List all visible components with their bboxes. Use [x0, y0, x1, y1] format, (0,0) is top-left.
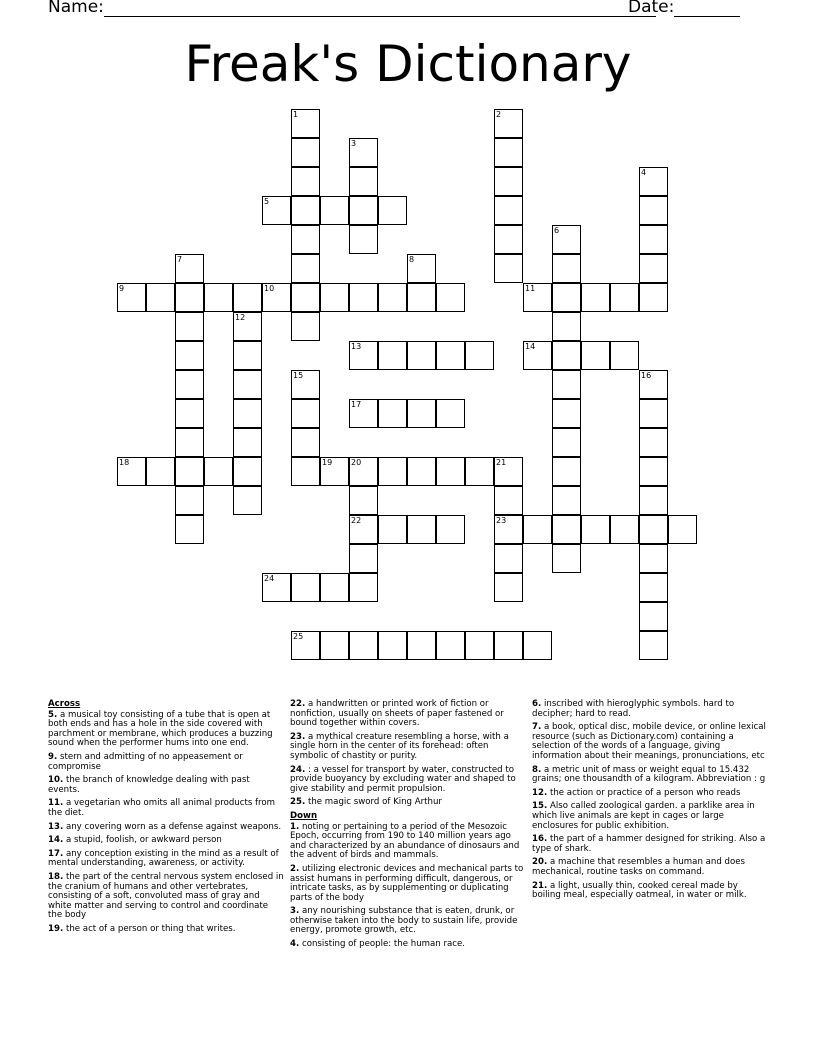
clue-number-label: 15.	[532, 801, 548, 812]
grid-cell[interactable]	[436, 399, 465, 428]
grid-cell[interactable]	[436, 341, 465, 370]
clue-number-label: 17.	[48, 848, 64, 859]
clue-text: inscribed with hieroglyphic symbols. hard to decipher; hard to read.	[532, 699, 735, 719]
clue-number: 22	[351, 516, 362, 525]
clue-text: the part of a hammer designed for striking. Also a type of shark.	[532, 834, 766, 854]
grid-cell[interactable]	[494, 631, 523, 660]
grid-cell[interactable]	[146, 283, 175, 312]
grid-cell[interactable]	[552, 544, 581, 573]
grid-cell[interactable]	[552, 486, 581, 515]
clue-text: a musical toy consisting of a tube that is open at both ends and has a hole in the side covered with parchment or membrane, which produces a buzzing sound when the performer hums into one end.	[48, 709, 273, 749]
clue-text: any conception existing in the mind as a result of mental understanding, awareness, or activity.	[48, 848, 279, 869]
clue-text: a mythical creature resembling a horse, with a single horn in the center of its forehead: often symbolic of chastity or purity.	[290, 731, 509, 761]
grid-cell[interactable]	[291, 631, 320, 660]
clue-number-label: 21.	[532, 880, 548, 891]
grid-cell[interactable]	[639, 196, 668, 225]
grid-cell[interactable]	[175, 486, 204, 515]
clue-text: a machine that resembles a human and does mechanical, routine tasks on command.	[532, 857, 745, 877]
clue-number-label: 13.	[48, 821, 64, 832]
grid-cell[interactable]	[436, 457, 465, 486]
clue-number-label: 22.	[290, 699, 306, 709]
grid-cell[interactable]	[175, 515, 204, 544]
clue-number-label: 6.	[532, 699, 542, 709]
across-clue	[48, 753, 284, 772]
across-clue	[48, 836, 284, 846]
grid-cell[interactable]	[581, 283, 610, 312]
clue-number-label: 18.	[48, 871, 64, 882]
grid-cell[interactable]	[378, 283, 407, 312]
grid-cell[interactable]	[523, 515, 552, 544]
grid-cell[interactable]	[233, 283, 262, 312]
grid-cell[interactable]	[494, 515, 523, 544]
across-clue	[48, 776, 284, 795]
grid-cell[interactable]	[494, 457, 523, 486]
grid-cell[interactable]	[291, 428, 320, 457]
grid-cell[interactable]	[552, 312, 581, 341]
grid-cell[interactable]	[175, 283, 204, 312]
clue-text: Also called zoological garden. a parklike area in which live animals are kept in cages or large enclosures for public exhibition.	[532, 801, 755, 831]
grid-cell[interactable]	[378, 196, 407, 225]
grid-cell[interactable]	[639, 515, 668, 544]
grid-cell[interactable]	[320, 283, 349, 312]
clue-number: 10	[264, 284, 275, 293]
grid-cell[interactable]	[291, 138, 320, 167]
clue-text: the magic sword of King Arthur	[305, 797, 442, 808]
down-clue	[532, 858, 768, 877]
clue-number-label: 3.	[290, 906, 300, 917]
grid-cell[interactable]	[349, 573, 378, 602]
grid-cell[interactable]	[349, 167, 378, 196]
grid-cell[interactable]	[407, 254, 436, 283]
grid-cell[interactable]	[349, 196, 378, 225]
grid-cell[interactable]	[581, 515, 610, 544]
grid-cell[interactable]	[349, 457, 378, 486]
grid-cell[interactable]	[639, 428, 668, 457]
clue-number: 24	[264, 574, 275, 583]
clue-number: 3	[351, 139, 357, 148]
grid-cell[interactable]	[175, 341, 204, 370]
grid-cell[interactable]	[639, 167, 668, 196]
grid-cell[interactable]	[639, 631, 668, 660]
grid-cell[interactable]	[378, 341, 407, 370]
grid-cell[interactable]	[552, 457, 581, 486]
grid-cell[interactable]	[523, 341, 552, 370]
grid-cell[interactable]	[639, 254, 668, 283]
clue-number: 12	[235, 313, 246, 322]
across-clue	[48, 799, 284, 818]
down-clue	[532, 789, 768, 799]
grid-cell[interactable]	[436, 631, 465, 660]
grid-cell[interactable]	[465, 457, 494, 486]
grid-cell[interactable]	[320, 196, 349, 225]
grid-cell[interactable]	[494, 544, 523, 573]
clue-text: a stupid, foolish, or awkward person	[63, 835, 222, 846]
grid-cell[interactable]	[175, 370, 204, 399]
grid-cell[interactable]	[407, 515, 436, 544]
grid-cell[interactable]	[378, 399, 407, 428]
grid-cell[interactable]	[639, 457, 668, 486]
grid-cell[interactable]	[639, 225, 668, 254]
name-label: Name:	[48, 0, 104, 17]
grid-cell[interactable]	[349, 225, 378, 254]
down-clue	[532, 766, 768, 785]
grid-cell[interactable]	[581, 341, 610, 370]
grid-cell[interactable]	[407, 631, 436, 660]
clue-number: 21	[496, 458, 507, 467]
clue-number: 20	[351, 458, 362, 467]
clue-number-label: 9.	[48, 751, 58, 762]
clue-number-label: 5.	[48, 709, 58, 720]
grid-cell[interactable]	[610, 515, 639, 544]
clue-number: 7	[177, 255, 183, 264]
clue-number-label: 16.	[532, 834, 548, 845]
across-clue	[290, 733, 526, 762]
grid-cell[interactable]	[291, 283, 320, 312]
grid-cell[interactable]	[291, 457, 320, 486]
grid-cell[interactable]	[117, 457, 146, 486]
clue-text: a book, optical disc, mobile device, or online lexical resource (such as Dictionary.com) containing a selection of the words of a language, giving information about their meanings, pronunciations, etc	[532, 722, 766, 761]
clue-number: 15	[293, 371, 304, 380]
grid-cell[interactable]	[407, 283, 436, 312]
grid-cell[interactable]	[494, 109, 523, 138]
grid-cell[interactable]	[639, 573, 668, 602]
grid-cell[interactable]	[378, 457, 407, 486]
grid-cell[interactable]	[494, 138, 523, 167]
grid-cell[interactable]	[320, 457, 349, 486]
grid-cell[interactable]	[349, 138, 378, 167]
grid-cell[interactable]	[233, 457, 262, 486]
across-clue	[48, 823, 284, 833]
grid-cell[interactable]	[233, 370, 262, 399]
clue-number: 25	[293, 632, 304, 641]
clue-text: consisting of people: the human race.	[299, 939, 466, 950]
grid-cell[interactable]	[552, 254, 581, 283]
grid-cell[interactable]	[639, 283, 668, 312]
clue-number: 17	[351, 400, 362, 409]
grid-cell[interactable]	[494, 196, 523, 225]
grid-cell[interactable]	[494, 254, 523, 283]
clue-number: 8	[409, 255, 415, 264]
grid-cell[interactable]	[349, 515, 378, 544]
across-heading: Across	[48, 699, 81, 709]
grid-cell[interactable]	[407, 399, 436, 428]
clue-number: 5	[264, 197, 270, 206]
clue-number: 19	[322, 458, 333, 467]
date-label: Date:	[628, 0, 675, 17]
across-clue	[290, 798, 526, 808]
grid-cell[interactable]	[552, 428, 581, 457]
across-clue	[48, 873, 284, 921]
clue-text: a handwritten or printed work of fiction or nonfiction, usually on sheets of paper fastened or bound together within covers.	[290, 699, 504, 729]
grid-cell[interactable]	[610, 283, 639, 312]
clue-number: 4	[641, 168, 647, 177]
grid-cell[interactable]	[552, 225, 581, 254]
clue-text: stern and admitting of no appeasement or compromise	[48, 751, 243, 772]
across-clue	[48, 850, 284, 869]
across-clue	[290, 766, 526, 795]
grid-cell[interactable]	[262, 283, 291, 312]
grid-cell[interactable]	[320, 573, 349, 602]
page-title: Freak's Dictionary	[184, 35, 632, 93]
clue-text: the act of a person or thing that writes.	[63, 923, 236, 934]
clue-number: 1	[293, 110, 299, 119]
clue-number: 6	[554, 226, 560, 235]
clue-number-label: 1.	[290, 821, 300, 832]
clue-text: noting or pertaining to a period of the Mesozoic Epoch, occurring from 190 to 140 million years ago and characterized by an abundance of dinosaurs and the advent of birds and mammals.	[290, 821, 520, 861]
grid-cell[interactable]	[349, 283, 378, 312]
clue-number-label: 4.	[290, 939, 300, 950]
grid-cell[interactable]	[233, 312, 262, 341]
grid-cell[interactable]	[494, 167, 523, 196]
grid-cell[interactable]	[349, 341, 378, 370]
clue-number: 18	[119, 458, 130, 467]
grid-cell[interactable]	[639, 602, 668, 631]
grid-cell[interactable]	[291, 370, 320, 399]
grid-cell[interactable]	[436, 515, 465, 544]
grid-cell[interactable]	[204, 457, 233, 486]
grid-cell[interactable]	[552, 341, 581, 370]
grid-cell[interactable]	[204, 283, 233, 312]
clue-number-label: 20.	[532, 857, 548, 868]
clue-number: 14	[525, 342, 536, 351]
grid-cell[interactable]	[233, 428, 262, 457]
clue-number: 13	[351, 342, 362, 351]
grid-cell[interactable]	[378, 631, 407, 660]
clue-text: a vegetarian who omits all animal products from the diet.	[48, 798, 276, 818]
grid-cell[interactable]	[233, 399, 262, 428]
grid-cell[interactable]	[117, 283, 146, 312]
down-clue	[532, 802, 768, 831]
clue-number-label: 24.	[290, 764, 306, 775]
grid-cell[interactable]	[233, 486, 262, 515]
grid-cell[interactable]	[175, 254, 204, 283]
clues-column-3	[532, 700, 768, 905]
grid-cell[interactable]	[349, 486, 378, 515]
clue-number: 16	[641, 371, 652, 380]
grid-cell[interactable]	[291, 254, 320, 283]
grid-cell[interactable]	[320, 631, 349, 660]
clue-number-label: 2.	[290, 863, 300, 874]
grid-cell[interactable]	[494, 486, 523, 515]
grid-cell[interactable]	[291, 399, 320, 428]
down-clue	[290, 823, 526, 861]
clue-text: the part of the central nervous system enclosed in the cranium of humans and other vertebrates, consisting of a soft, convoluted mass of gray and white matter and serving to control and coordinate the body	[48, 871, 284, 921]
grid-cell[interactable]	[436, 283, 465, 312]
down-clue	[532, 723, 768, 761]
grid-cell[interactable]	[639, 544, 668, 573]
grid-cell[interactable]	[291, 167, 320, 196]
down-clue	[290, 940, 526, 950]
grid-cell[interactable]	[291, 196, 320, 225]
clue-number-label: 11.	[48, 798, 64, 809]
clue-number-label: 7.	[532, 722, 542, 733]
grid-cell[interactable]	[175, 312, 204, 341]
clue-number-label: 8.	[532, 764, 542, 775]
clue-text: utilizing electronic devices and mechanical parts to assist humans in performing difficult, dangerous, or intricate tasks, as by supplementing or duplicating parts of the body	[290, 863, 524, 903]
grid-cell[interactable]	[291, 312, 320, 341]
grid-cell[interactable]	[407, 457, 436, 486]
down-clue	[532, 835, 768, 854]
clue-number-label: 23.	[290, 731, 306, 742]
grid-cell[interactable]	[175, 457, 204, 486]
down-clue	[532, 700, 768, 719]
clue-text: the action or practice of a person who reads	[547, 787, 741, 798]
down-clue	[290, 865, 526, 903]
grid-cell[interactable]	[639, 399, 668, 428]
grid-cell[interactable]	[523, 283, 552, 312]
grid-cell[interactable]	[639, 370, 668, 399]
grid-cell[interactable]	[146, 457, 175, 486]
grid-cell[interactable]	[262, 573, 291, 602]
clue-number: 9	[119, 284, 125, 293]
clue-number: 2	[496, 110, 502, 119]
down-clue	[532, 882, 768, 901]
clue-number-label: 19.	[48, 923, 64, 934]
clue-text: : a vessel for transport by water, constructed to provide buoyancy by excluding water and shaped to give stability and permit propulsion.	[290, 764, 516, 794]
grid-cell[interactable]	[610, 341, 639, 370]
clue-text: the branch of knowledge dealing with past events.	[48, 775, 250, 795]
grid-cell[interactable]	[465, 631, 494, 660]
clue-number: 11	[525, 284, 536, 293]
across-clue	[290, 700, 526, 729]
clue-text: a light, usually thin, cooked cereal made by boiling meal, especially oatmeal, in water or milk.	[532, 880, 747, 901]
across-clue	[48, 711, 284, 749]
clues-column-1	[48, 700, 284, 938]
across-clue	[48, 925, 284, 935]
grid-cell[interactable]	[494, 225, 523, 254]
grid-cell[interactable]	[407, 341, 436, 370]
grid-cell[interactable]	[175, 428, 204, 457]
grid-cell[interactable]	[349, 544, 378, 573]
grid-cell[interactable]	[291, 573, 320, 602]
clue-text: any covering worn as a defense against weapons.	[63, 821, 282, 832]
grid-cell[interactable]	[349, 399, 378, 428]
grid-cell[interactable]	[668, 515, 697, 544]
clue-text: any nourishing substance that is eaten, drunk, or otherwise taken into the body to sustain life, provide energy, promote growth, etc.	[290, 906, 518, 936]
grid-cell[interactable]	[552, 370, 581, 399]
grid-cell[interactable]	[175, 399, 204, 428]
grid-cell[interactable]	[349, 631, 378, 660]
clue-number-label: 10.	[48, 775, 64, 786]
down-clue	[290, 907, 526, 936]
grid-cell[interactable]	[639, 486, 668, 515]
grid-cell[interactable]	[494, 573, 523, 602]
clue-number-label: 12.	[532, 787, 548, 798]
clue-number-label: 25.	[290, 797, 306, 808]
down-heading: Down	[290, 810, 318, 821]
clues-column-2	[290, 700, 526, 954]
clue-number: 23	[496, 516, 507, 525]
grid-cell[interactable]	[552, 399, 581, 428]
clue-number-label: 14.	[48, 835, 64, 846]
grid-cell[interactable]	[552, 283, 581, 312]
grid-cell[interactable]	[465, 341, 494, 370]
grid-cell[interactable]	[378, 515, 407, 544]
grid-cell[interactable]	[523, 631, 552, 660]
grid-cell[interactable]	[291, 109, 320, 138]
grid-cell[interactable]	[291, 225, 320, 254]
clue-text: a metric unit of mass or weight equal to 15.432 grains; one thousandth of a kilogram. Abbreviation : g	[532, 764, 766, 785]
grid-cell[interactable]	[552, 515, 581, 544]
grid-cell[interactable]	[262, 196, 291, 225]
grid-cell[interactable]	[233, 341, 262, 370]
